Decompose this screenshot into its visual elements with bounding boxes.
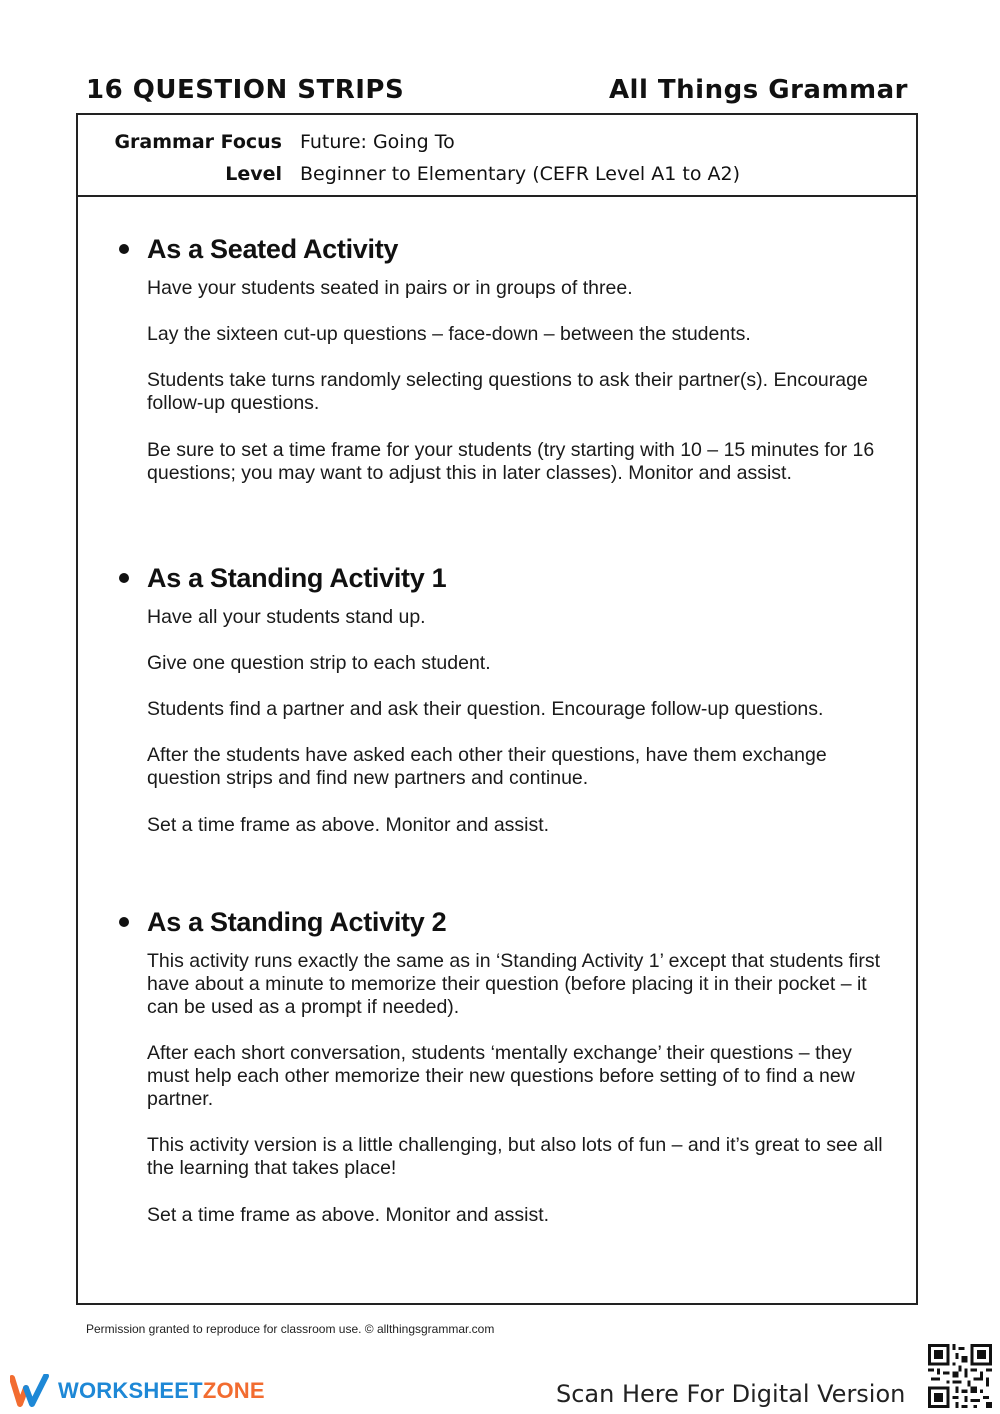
bullet-icon xyxy=(119,244,129,254)
brand-text-part2: ZONE xyxy=(202,1378,265,1403)
publisher-name: All Things Grammar xyxy=(608,75,908,105)
section-title: As a Standing Activity 2 xyxy=(147,906,447,937)
section-heading xyxy=(78,229,916,269)
qr-code-icon[interactable] xyxy=(928,1344,992,1408)
document-title: 16 QUESTION STRIPS xyxy=(86,75,405,105)
level-label: Level xyxy=(225,163,282,185)
paragraph: Students find a partner and ask their question. Encourage follow-up questions. xyxy=(147,698,824,720)
paragraph: This activity runs exactly the same as in ‘Standing Activity 1’ except that students first have about a minute to memorize their question (before placing it in their pocket – it can be used as a prompt if needed). xyxy=(147,950,881,1018)
paragraph: Be sure to set a time frame for your students (try starting with 10 – 15 minutes for 16 questions; you may want to adjust this in later classes). Monitor and assist. xyxy=(147,439,875,484)
worksheetzone-logo[interactable] xyxy=(10,1374,265,1408)
section-standing-activity-2 xyxy=(78,902,916,1226)
section-heading xyxy=(78,902,916,942)
level-row xyxy=(78,163,916,195)
section-standing-activity-1 xyxy=(78,558,916,836)
section-title: As a Seated Activity xyxy=(147,233,399,264)
paragraph: Have your students seated in pairs or in groups of three. xyxy=(147,277,633,299)
section-title: As a Standing Activity 1 xyxy=(147,562,447,593)
brand-text xyxy=(58,1378,265,1404)
paragraph: Set a time frame as above. Monitor and assist. xyxy=(147,814,550,836)
level-value: Beginner to Elementary (CEFR Level A1 to A2) xyxy=(300,163,740,185)
paragraph: After each short conversation, students ‘mentally exchange’ their questions – they must help each other memorize their new questions before setting of to find a new partner. xyxy=(147,1042,855,1110)
paragraph: This activity version is a little challenging, but also lots of fun – and it’s great to see all the learning that takes place! xyxy=(147,1134,883,1179)
section-seated-activity xyxy=(78,229,916,484)
paragraph: Set a time frame as above. Monitor and assist. xyxy=(147,1204,550,1226)
paragraph: Have all your students stand up. xyxy=(147,606,426,628)
paragraph: Students take turns randomly selecting questions to ask their partner(s). Encourage follow-up questions. xyxy=(147,369,868,414)
grammar-focus-value: Future: Going To xyxy=(300,131,455,153)
bullet-icon xyxy=(119,573,129,583)
paragraph: After the students have asked each other their questions, have them exchange question strips and find new partners and continue. xyxy=(147,744,827,789)
scan-instruction: Scan Here For Digital Version xyxy=(556,1380,906,1408)
paragraph: Give one question strip to each student. xyxy=(147,652,491,674)
permission-note: Permission granted to reproduce for classroom use. © allthingsgrammar.com xyxy=(86,1322,495,1336)
grammar-focus-label: Grammar Focus xyxy=(114,131,282,153)
worksheetzone-logo-icon xyxy=(10,1374,50,1408)
meta-box xyxy=(78,115,916,197)
section-heading xyxy=(78,558,916,598)
page-header xyxy=(86,70,908,110)
paragraph: Lay the sixteen cut-up questions – face-down – between the students. xyxy=(147,323,751,345)
content-frame xyxy=(76,113,918,1305)
grammar-focus-row xyxy=(78,131,916,163)
brand-text-part1: WORKSHEET xyxy=(58,1378,203,1403)
bullet-icon xyxy=(119,917,129,927)
